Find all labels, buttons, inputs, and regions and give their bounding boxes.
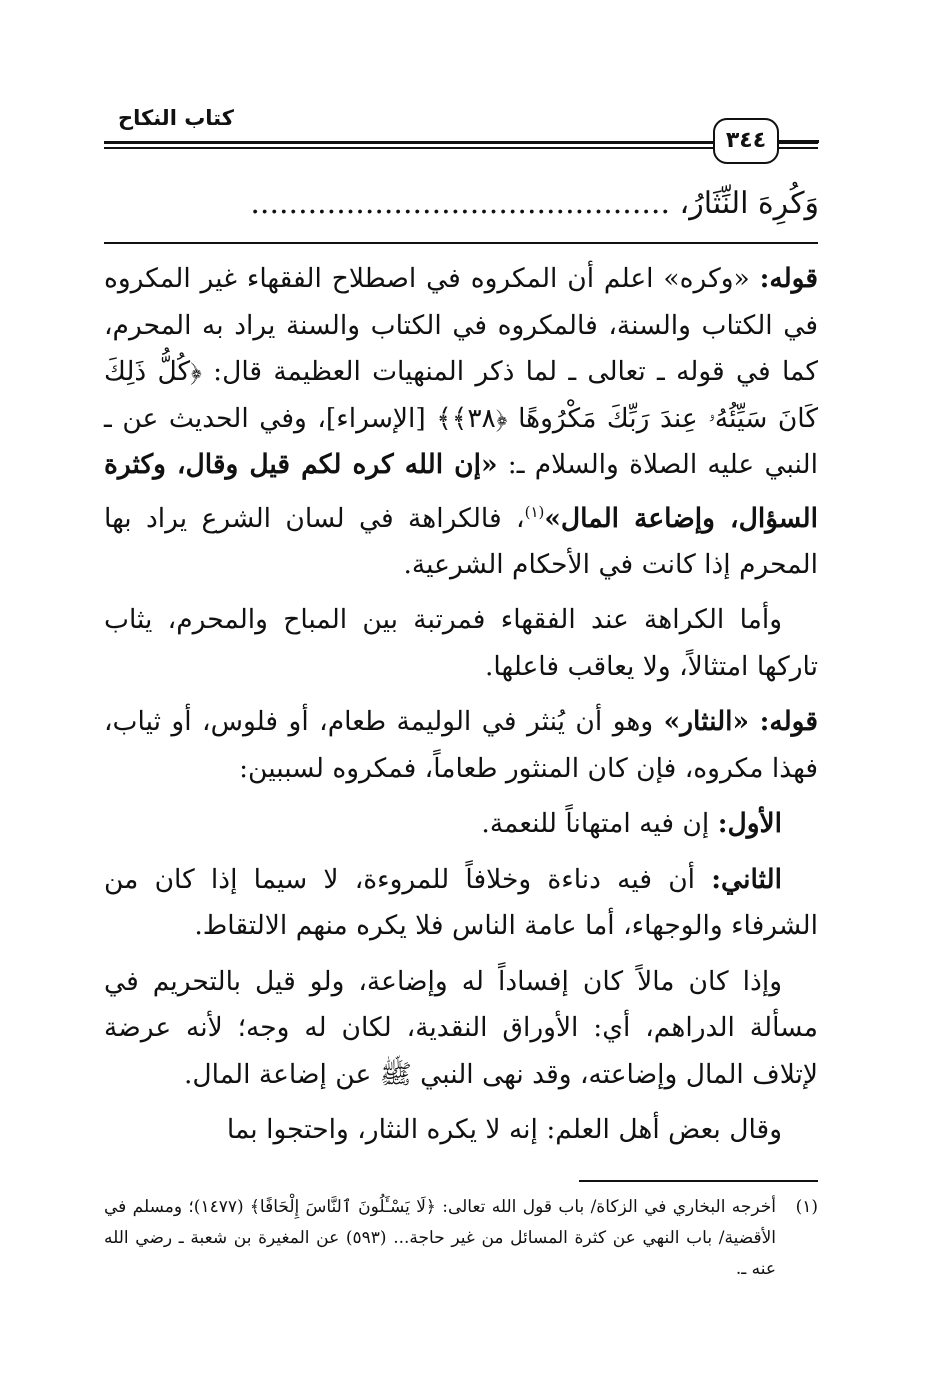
footnote-text: أخرجه البخاري في الزكاة/ باب قول الله تعالى: ﴿لَا يَسْـَٔلُونَ ٱلنَّاسَ إِلْحَافًا﴾ (١٤٧٧)؛ ومسلم في الأقضية/ باب النهي عن كثرة المسائل من غير حاجة... (٥٩٣) عن المغيرة بن شعبة ـ رضي الله عنه ـ. bbox=[104, 1197, 777, 1279]
footnote-1 bbox=[104, 1192, 818, 1285]
qawluhu-label: قوله: bbox=[759, 263, 818, 294]
paragraph-3 bbox=[104, 699, 818, 792]
paragraph-3-text: وهو أن يُنثر في الوليمة طعام، أو فلوس، أو ثياب، فهذا مكروه، فإن كان المنثور طعاماً، فمكروه لسببين: bbox=[104, 706, 818, 784]
hadith-text: «إن الله كره لكم قيل وقال، وكثرة السؤال، وإضاعة المال» bbox=[104, 449, 818, 534]
page-number-connector bbox=[779, 140, 819, 143]
paragraph-4-text: إن فيه امتهاناً للنعمة. bbox=[481, 808, 718, 840]
paragraph-1 bbox=[104, 256, 818, 588]
commentary-body bbox=[104, 256, 818, 1163]
book-title: كتاب النكاح bbox=[118, 106, 234, 130]
paragraph-5-text: أن فيه دناءة وخلافاً للمروءة، لا سيما إذا كان من الشرفاء والوجهاء، أما عامة الناس فلا يكره منهم الالتقاط. bbox=[104, 863, 818, 942]
paragraph-6: وإذا كان مالاً كان إفساداً له وإضاعة، ولو قيل بالتحريم في مسألة الدراهم، أي: الأوراق النقدية، لكان له وجه؛ لأنه عرضة لإتلاف المال وإضاعته، وقد نهى النبي ﷺ عن إضاعة المال. bbox=[104, 965, 818, 1090]
paragraph-7: وقال بعض أهل العلم: إنه لا يكره النثار، واحتجوا بما bbox=[226, 1114, 782, 1146]
footnote-rule bbox=[579, 1180, 818, 1182]
matn-dots: ............................................ bbox=[250, 186, 670, 221]
paragraph-1-text: «وكره» اعلم أن المكروه في اصطلاح الفقهاء غير المكروه في الكتاب والسنة، فالمكروه في الكتاب والسنة يراد به المحرم، كما في قوله ـ تعالى ـ لما ذكر المنهيات العظيمة قال: ﴿كُلُّ ذَلِكَ كَانَ سَيِّئُهُۥ عِندَ رَبِّكَ مَكْرُوهًا ﴿٣٨﴾﴾ [الإسراء]، وفي الحديث عن ـ النبي عليه الصلاة والسلام ـ: bbox=[104, 263, 818, 480]
matn-text: وَكُرِهَ النِّثَارُ، bbox=[679, 186, 819, 221]
header-rule-thick bbox=[104, 141, 818, 144]
paragraph-1-tail: ، فالكراهة في لسان الشرع يراد بها المحرم إذا كانت في الأحكام الشرعية. bbox=[104, 502, 818, 580]
page-number: ٣٤٤ bbox=[713, 118, 779, 164]
footnote-ref: (١) bbox=[524, 502, 545, 521]
first-reason-label: الأول: bbox=[717, 808, 782, 840]
matn-separator bbox=[104, 242, 818, 244]
footnote-number: (١) bbox=[795, 1197, 818, 1217]
paragraph-4 bbox=[104, 801, 818, 848]
matn-line bbox=[104, 178, 819, 230]
qawluhu-label: قوله: bbox=[759, 706, 818, 738]
paragraph-5 bbox=[104, 857, 818, 950]
header-rule-thin bbox=[104, 147, 818, 149]
second-reason-label: الثاني: bbox=[711, 863, 782, 895]
paragraph-2: وأما الكراهة عند الفقهاء فمرتبة بين المباح والمحرم، يثاب تاركها امتثالاً، ولا يعاقب فاعلها. bbox=[104, 604, 818, 682]
footnotes bbox=[104, 1192, 818, 1285]
term-nithar: «النثار» bbox=[663, 706, 750, 738]
